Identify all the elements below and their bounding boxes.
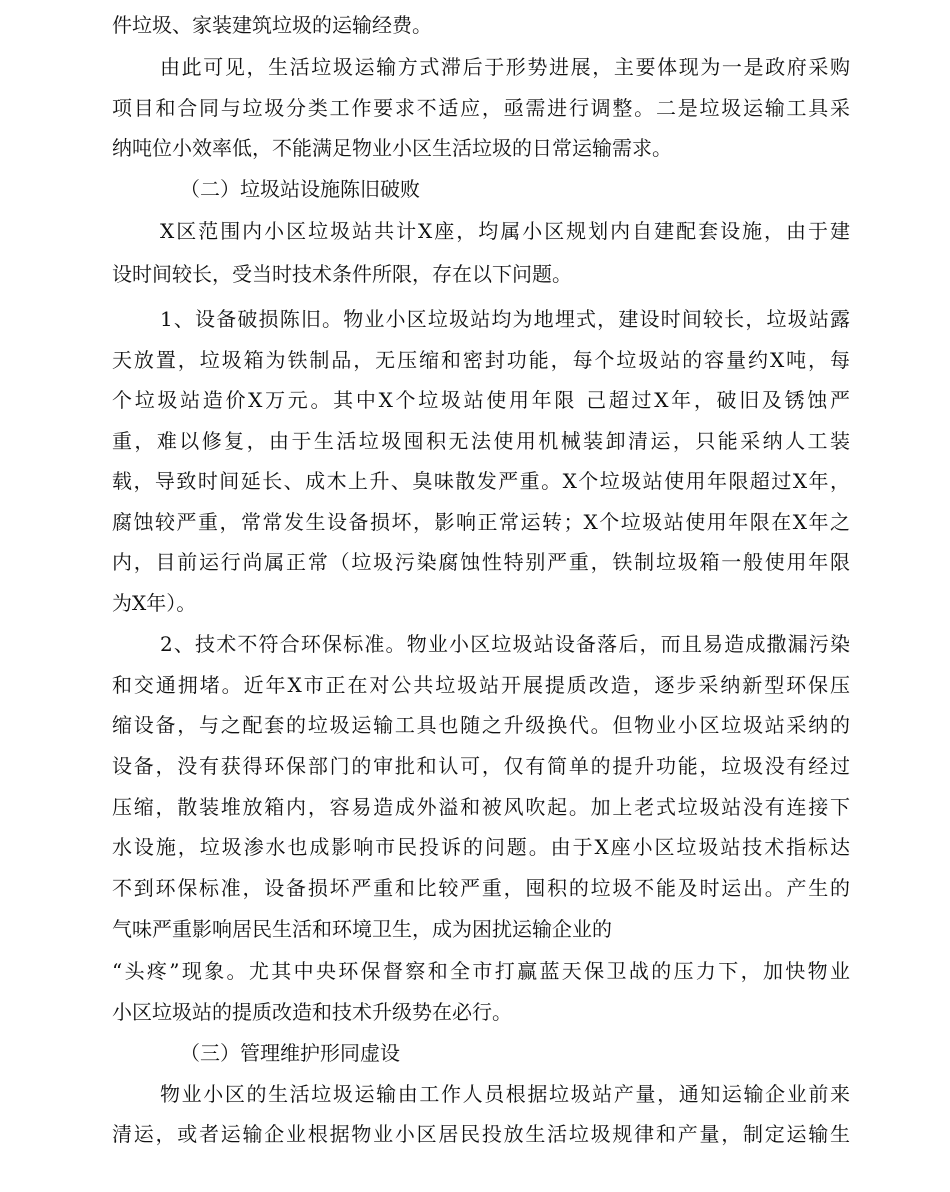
- text-line: 重，难以修复，由于生活垃圾囤积无法使用机械装卸清运，只能采纳人工装: [112, 429, 850, 453]
- text-line: 小区垃圾站的提质改造和技术升级势在必行。: [112, 1000, 512, 1024]
- text-line: 个垃圾站造价X万元。其中X个垃圾站使用年限 己超过X年，破旧及锈蚀严: [112, 388, 850, 412]
- text-line: “头疼”现象。尤其中央环保督察和全市打赢蓝天保卫战的压力下，加快物业: [112, 959, 850, 983]
- text-line: 天放置，垃圾箱为铁制品，无压缩和密封功能，每个垃圾站的容量约X吨，每: [112, 348, 850, 372]
- text-line: 设备，没有获得环保部门的审批和认可，仅有简单的提升功能，垃圾没有经过: [112, 754, 850, 778]
- text-line: 为X年）。: [112, 591, 197, 615]
- text-line: 气味严重影响居民生活和环境卫生，成为困扰运输企业的: [112, 917, 612, 941]
- paragraph-start-line: 1、设备破损陈旧。物业小区垃圾站均为地埋式，建设时间较长，垃圾站露: [160, 307, 850, 331]
- text-line: 水设施，垃圾渗水也成影响市民投诉的问题。由于X座小区垃圾站技术指标达: [112, 835, 850, 859]
- paragraph-start-line: 物业小区的生活垃圾运输由工作人员根据垃圾站产量，通知运输企业前来: [160, 1082, 850, 1106]
- paragraph-start-line: 2、技术不符合环保标准。物业小区垃圾站设备落后，而且易造成撒漏污染: [160, 632, 850, 656]
- text-line: 不到环保标准，设备损坏严重和比较严重，囤积的垃圾不能及时运出。产生的: [112, 876, 850, 900]
- paragraph-start-line: X区范围内小区垃圾站共计X座，均属小区规划内自建配套设施，由于建: [160, 219, 850, 243]
- text-line: 载，导致时间延长、成木上升、臭味散发严重。X个垃圾站使用年限超过X年，: [112, 469, 850, 493]
- text-line: 项目和合同与垃圾分类工作要求不适应，亟需进行调整。二是垃圾运输工具采: [112, 96, 850, 120]
- text-line: 和交通拥堵。近年X市正在对公共垃圾站开展提质改造，逐步采纳新型环保压: [112, 673, 850, 697]
- text-line: 内，目前运行尚属正常（垃圾污染腐蚀性特别严重，铁制垃圾箱一般使用年限: [112, 550, 850, 574]
- text-line: 清运，或者运输企业根据物业小区居民投放生活垃圾规律和产量，制定运输生: [112, 1122, 850, 1146]
- section-heading: （二）垃圾站设施陈旧破败: [180, 177, 420, 201]
- text-line: 缩设备，与之配套的垃圾运输工具也随之升级换代。但物业小区垃圾站采纳的: [112, 713, 850, 737]
- text-line: 压缩，散装堆放箱内，容易造成外溢和被风吹起。加上老式垃圾站没有连接下: [112, 795, 850, 819]
- text-line: 腐蚀较严重，常常发生设备损坏，影响正常运转；X个垃圾站使用年限在X年之: [112, 510, 850, 534]
- text-line: 设时间较长，受当时技术条件所限，存在以下问题。: [112, 262, 572, 286]
- paragraph-start-line: 由此可见，生活垃圾运输方式滞后于形势进展，主要体现为一是政府采购: [160, 55, 850, 79]
- text-line: 纳吨位小效率低，不能满足物业小区生活垃圾的日常运输需求。: [112, 136, 672, 160]
- text-line: 件垃圾、家装建筑垃圾的运输经费。: [112, 13, 432, 37]
- section-heading: （三）管理维护形同虚设: [180, 1041, 400, 1065]
